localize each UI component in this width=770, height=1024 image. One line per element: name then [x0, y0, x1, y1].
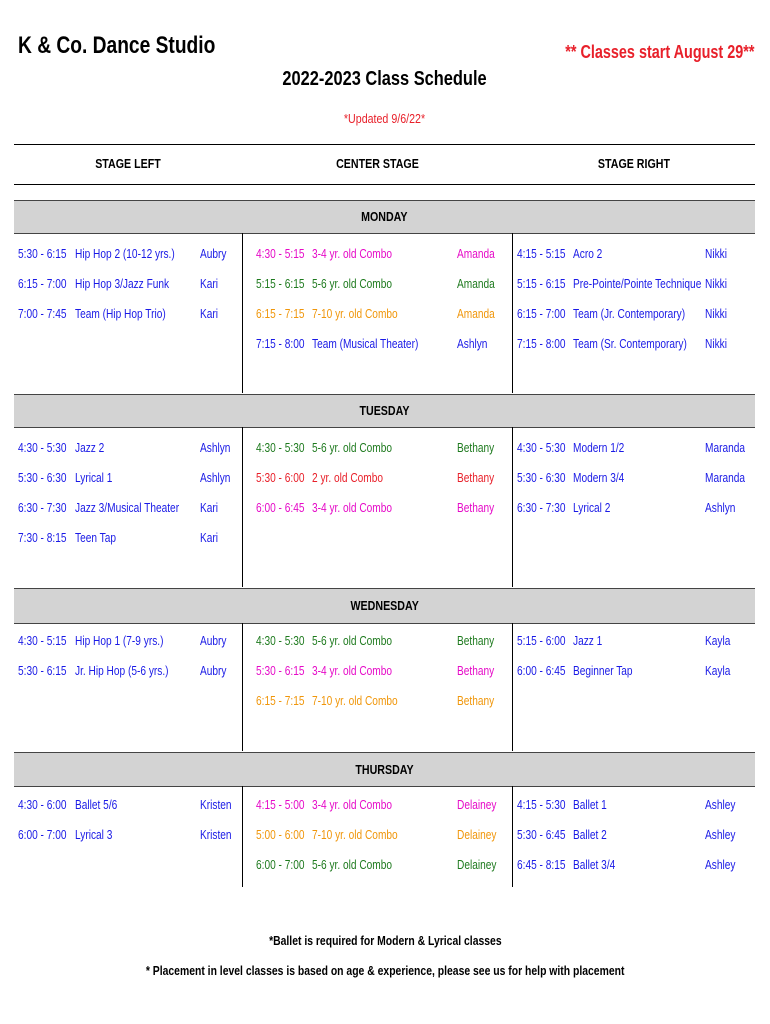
class-name: 7-10 yr. old Combo: [312, 827, 398, 842]
class-name: Hip Hop 2 (10-12 yrs.): [75, 246, 175, 261]
class-name: Team (Hip Hop Trio): [75, 306, 166, 321]
class-name: Team (Sr. Contemporary): [573, 336, 687, 351]
class-time: 5:15 - 6:15: [256, 276, 305, 291]
class-time: 4:30 - 5:30: [517, 440, 566, 455]
class-name: Ballet 5/6: [75, 797, 118, 812]
class-name: Lyrical 2: [573, 500, 611, 515]
class-name: 5-6 yr. old Combo: [312, 440, 393, 455]
class-name: Acro 2: [573, 246, 603, 261]
instructor-name: Delainey: [457, 857, 497, 872]
placement-note: * Placement in level classes is based on age & experience, please see us for help with placement: [145, 963, 625, 978]
class-time: 6:15 - 7:15: [256, 306, 305, 321]
instructor-name: Bethany: [457, 470, 495, 485]
instructor-name: Delainey: [457, 827, 497, 842]
class-time: 6:45 - 8:15: [517, 857, 566, 872]
class-time: 4:15 - 5:15: [517, 246, 566, 261]
class-time: 4:30 - 5:30: [18, 440, 67, 455]
day-header-thursday: THURSDAY: [14, 752, 755, 787]
class-time: 7:15 - 8:00: [256, 336, 305, 351]
class-time: 7:15 - 8:00: [517, 336, 566, 351]
class-name: Team (Jr. Contemporary): [573, 306, 686, 321]
class-row: [0, 690, 770, 712]
instructor-name: Ashlyn: [200, 470, 231, 485]
class-time: 6:15 - 7:00: [18, 276, 67, 291]
class-name: Pre-Pointe/Pointe Technique: [573, 276, 702, 291]
instructor-name: Kari: [200, 500, 219, 515]
class-name: 3-4 yr. old Combo: [312, 663, 393, 678]
class-time: 6:15 - 7:15: [256, 693, 305, 708]
class-time: 6:00 - 6:45: [256, 500, 305, 515]
classes-start-note: ** Classes start August 29**: [564, 42, 754, 62]
header-top-rule: [14, 144, 755, 145]
instructor-name: Nikki: [705, 246, 727, 261]
class-row: [0, 467, 770, 489]
instructor-name: Kayla: [705, 633, 731, 648]
class-row: [0, 824, 770, 846]
class-name: Hip Hop 1 (7-9 yrs.): [75, 633, 164, 648]
instructor-name: Bethany: [457, 663, 495, 678]
instructor-name: Bethany: [457, 500, 495, 515]
schedule-title: 2022-2023 Class Schedule: [282, 68, 488, 90]
class-row: [0, 660, 770, 682]
instructor-name: Bethany: [457, 440, 495, 455]
class-name: 7-10 yr. old Combo: [312, 306, 398, 321]
instructor-name: Amanda: [457, 276, 495, 291]
class-row: [0, 333, 770, 355]
class-name: Modern 1/2: [573, 440, 625, 455]
class-name: Ballet 1: [573, 797, 607, 812]
class-name: Ballet 2: [573, 827, 607, 842]
class-time: 5:30 - 6:15: [18, 246, 67, 261]
center-stage-header: CENTER STAGE: [335, 156, 419, 171]
class-name: Lyrical 1: [75, 470, 113, 485]
class-time: 5:15 - 6:00: [517, 633, 566, 648]
ballet-requirement-note: *Ballet is required for Modern & Lyrical classes: [268, 933, 502, 948]
class-name: 5-6 yr. old Combo: [312, 633, 393, 648]
class-name: Hip Hop 3/Jazz Funk: [75, 276, 170, 291]
class-time: 6:30 - 7:30: [517, 500, 566, 515]
instructor-name: Ashley: [705, 827, 736, 842]
instructor-name: Nikki: [705, 306, 727, 321]
instructor-name: Maranda: [705, 470, 746, 485]
instructor-name: Nikki: [705, 336, 727, 351]
class-time: 4:30 - 5:15: [256, 246, 305, 261]
class-time: 5:30 - 6:30: [18, 470, 67, 485]
instructor-name: Kari: [200, 530, 219, 545]
instructor-name: Amanda: [457, 306, 495, 321]
class-time: 6:15 - 7:00: [517, 306, 566, 321]
instructor-name: Maranda: [705, 440, 746, 455]
day-header-monday: MONDAY: [14, 200, 755, 234]
class-time: 5:30 - 6:15: [256, 663, 305, 678]
instructor-name: Kari: [200, 306, 219, 321]
class-name: Team (Musical Theater): [312, 336, 419, 351]
class-name: Beginner Tap: [573, 663, 633, 678]
class-time: 4:30 - 6:00: [18, 797, 67, 812]
class-row: [0, 273, 770, 295]
class-row: [0, 794, 770, 816]
class-name: Teen Tap: [75, 530, 116, 545]
instructor-name: Nikki: [705, 276, 727, 291]
class-time: 5:30 - 6:15: [18, 663, 67, 678]
instructor-name: Ashlyn: [705, 500, 736, 515]
class-time: 7:30 - 8:15: [18, 530, 67, 545]
class-name: Jazz 3/Musical Theater: [75, 500, 180, 515]
instructor-name: Aubry: [200, 633, 227, 648]
class-row: [0, 497, 770, 519]
instructor-name: Ashlyn: [200, 440, 231, 455]
class-time: 6:00 - 7:00: [256, 857, 305, 872]
class-time: 5:30 - 6:30: [517, 470, 566, 485]
instructor-name: Ashley: [705, 857, 736, 872]
instructor-name: Kristen: [200, 797, 232, 812]
instructor-name: Aubry: [200, 663, 227, 678]
instructor-name: Bethany: [457, 693, 495, 708]
class-name: Jazz 1: [573, 633, 603, 648]
class-time: 6:30 - 7:30: [18, 500, 67, 515]
class-time: 4:30 - 5:15: [18, 633, 67, 648]
class-row: [0, 437, 770, 459]
class-time: 4:30 - 5:30: [256, 633, 305, 648]
instructor-name: Delainey: [457, 797, 497, 812]
class-time: 6:00 - 6:45: [517, 663, 566, 678]
instructor-name: Bethany: [457, 633, 495, 648]
class-name: 7-10 yr. old Combo: [312, 693, 398, 708]
header-bottom-rule: [14, 184, 755, 185]
class-name: 3-4 yr. old Combo: [312, 500, 393, 515]
instructor-name: Amanda: [457, 246, 495, 261]
class-time: 6:00 - 7:00: [18, 827, 67, 842]
class-row: [0, 243, 770, 265]
day-header-wednesday: WEDNESDAY: [14, 588, 755, 624]
class-row: [0, 527, 770, 549]
instructor-name: Kayla: [705, 663, 731, 678]
class-time: 5:15 - 6:15: [517, 276, 566, 291]
class-name: Lyrical 3: [75, 827, 113, 842]
class-time: 5:30 - 6:45: [517, 827, 566, 842]
class-row: [0, 630, 770, 652]
class-time: 4:15 - 5:00: [256, 797, 305, 812]
class-name: Ballet 3/4: [573, 857, 616, 872]
instructor-name: Kari: [200, 276, 219, 291]
class-name: Jr. Hip Hop (5-6 yrs.): [75, 663, 169, 678]
class-name: 5-6 yr. old Combo: [312, 857, 393, 872]
instructor-name: Ashley: [705, 797, 736, 812]
studio-name: K & Co. Dance Studio: [18, 32, 216, 59]
class-row: [0, 303, 770, 325]
class-name: 5-6 yr. old Combo: [312, 276, 393, 291]
class-name: Modern 3/4: [573, 470, 625, 485]
instructor-name: Aubry: [200, 246, 227, 261]
stage-right-header: STAGE RIGHT: [597, 156, 670, 171]
class-name: 3-4 yr. old Combo: [312, 246, 393, 261]
instructor-name: Kristen: [200, 827, 232, 842]
class-row: [0, 854, 770, 876]
class-name: 2 yr. old Combo: [312, 470, 384, 485]
class-name: 3-4 yr. old Combo: [312, 797, 393, 812]
updated-note: *Updated 9/6/22*: [344, 111, 426, 126]
class-time: 5:00 - 6:00: [256, 827, 305, 842]
stage-left-header: STAGE LEFT: [95, 156, 161, 171]
class-name: Jazz 2: [75, 440, 105, 455]
class-time: 5:30 - 6:00: [256, 470, 305, 485]
instructor-name: Ashlyn: [457, 336, 488, 351]
class-time: 7:00 - 7:45: [18, 306, 67, 321]
class-time: 4:15 - 5:30: [517, 797, 566, 812]
class-time: 4:30 - 5:30: [256, 440, 305, 455]
day-header-tuesday: TUESDAY: [14, 394, 755, 428]
